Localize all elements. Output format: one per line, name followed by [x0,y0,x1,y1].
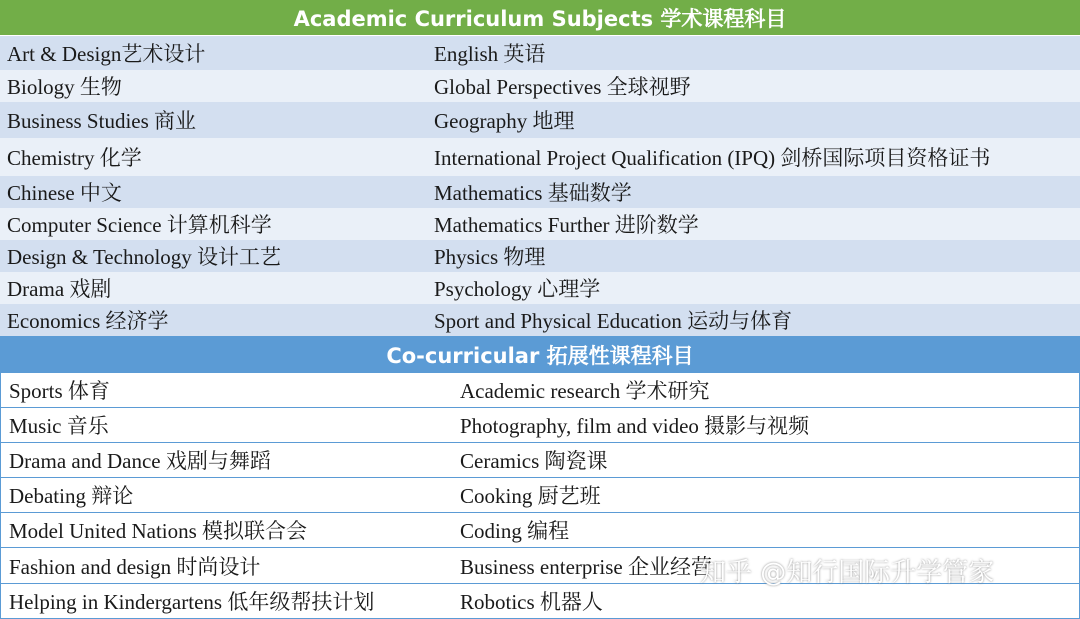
academic-subject-right: Geography 地理 [434,109,575,133]
cocurricular-activity-left: Helping in Kindergartens 低年级帮扶计划 [9,590,375,614]
cocurricular-activity-right: Business enterprise 企业经营 [460,554,712,579]
academic-subject-left: Economics 经济学 [7,309,169,333]
cocurricular-section-header: Co-curricular 拓展性课程科目 [0,336,1080,373]
academic-row [0,176,1080,208]
academic-row [0,36,1080,70]
cocurricular-activity-right: Academic research 学术研究 [460,379,710,403]
cocurricular-activity-right: Cooking 厨艺班 [460,484,601,508]
cocurricular-row [0,408,1080,443]
academic-subject-right: Mathematics Further 进阶数学 [434,213,699,237]
academic-row [0,208,1080,240]
cocurricular-activity-left: Fashion and design 时尚设计 [9,554,261,579]
academic-subject-right: Sport and Physical Education 运动与体育 [434,309,793,333]
academic-section-header: Academic Curriculum Subjects 学术课程科目 [0,0,1080,36]
academic-subject-right: Psychology 心理学 [434,277,601,301]
cocurricular-activity-right: Ceramics 陶瓷课 [460,449,608,473]
academic-subject-left: Chemistry 化学 [7,146,142,170]
academic-subject-right: International Project Qualification (IPQ) 剑桥国际项目资格证书 [434,146,991,170]
academic-subject-right: English 英语 [434,42,546,66]
academic-row [0,102,1080,138]
cocurricular-activity-left: Drama and Dance 戏剧与舞蹈 [9,449,271,473]
cocurricular-activity-left: Debating 辩论 [9,484,134,508]
academic-row [0,304,1080,336]
cocurricular-row [0,373,1080,408]
academic-subject-right: Physics 物理 [434,245,546,269]
academic-row [0,272,1080,304]
academic-subject-left: Computer Science 计算机科学 [7,213,272,237]
cocurricular-row [0,584,1080,619]
academic-subject-right: Global Perspectives 全球视野 [434,75,691,99]
cocurricular-activity-left: Music 音乐 [9,414,109,438]
academic-subject-left: Chinese 中文 [7,181,122,205]
academic-subject-left: Design & Technology 设计工艺 [7,245,282,269]
academic-subject-left: Art & Design艺术设计 [7,42,206,66]
cocurricular-row [0,443,1080,478]
cocurricular-activity-left: Model United Nations 模拟联合会 [9,519,308,543]
cocurricular-activity-left: Sports 体育 [9,379,110,403]
academic-subject-left: Business Studies 商业 [7,109,197,133]
academic-row [0,70,1080,102]
academic-subject-left: Drama 戏剧 [7,277,112,301]
academic-row [0,240,1080,272]
cocurricular-activity-right: Coding 编程 [460,519,570,543]
cocurricular-activity-right: Photography, film and video 摄影与视频 [460,414,810,438]
academic-subject-right: Mathematics 基础数学 [434,181,632,205]
cocurricular-activity-right: Robotics 机器人 [460,590,603,614]
cocurricular-row [0,513,1080,548]
academic-subject-left: Biology 生物 [7,75,122,99]
watermark: 知乎 @知行国际升学管家 [700,558,995,588]
academic-row [0,138,1080,176]
cocurricular-row [0,478,1080,513]
